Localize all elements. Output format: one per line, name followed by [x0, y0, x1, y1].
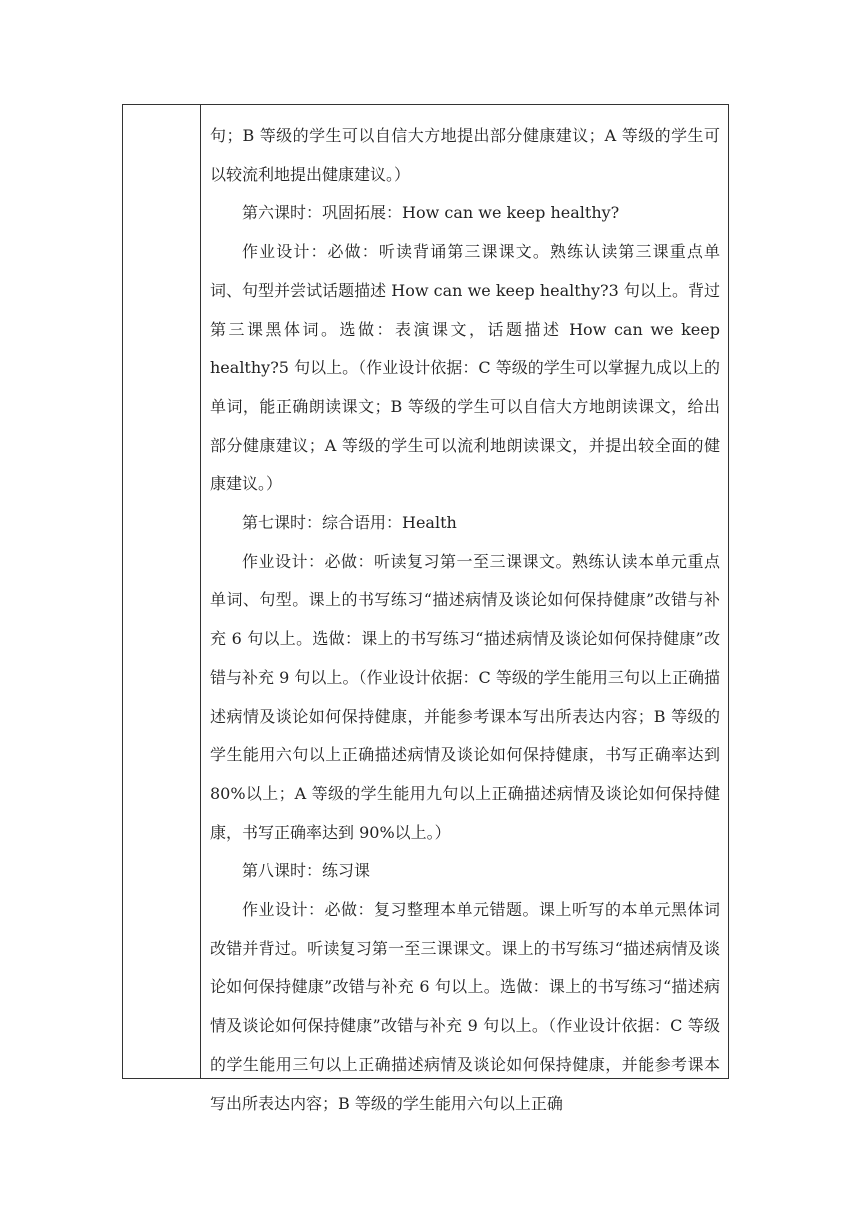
lesson-8-homework: 作业设计：必做：复习整理本单元错题。课上听写的本单元黑体词改错并背过。听读复习第一至三课课文。课上的书写练习“描述病情及谈论如何保持健康”改错与补充 6 句以上。选做：课上的书写练习“描述病情及谈论如何保持健康”改错与补充 9 句以上。（作业设计依据：C 等级的学生能用三句以上正确描述病情及谈论如何保持健康，并能参考课本写出所表达内容；B 等级的学生能用六句以上正确 [210, 900, 720, 1113]
paragraph-continuation: 句；B 等级的学生可以自信大方地提出部分健康建议；A 等级的学生可以较流利地提出健康建议。） [210, 126, 720, 184]
content-table [122, 104, 729, 1113]
lesson-7-heading: 第七课时：综合语用：Health [242, 513, 457, 533]
lesson-7-homework: 作业设计：必做：听读复习第一至三课课文。熟练认读本单元重点单词、句型。课上的书写练习“描述病情及谈论如何保持健康”改错与补充 6 句以上。选做：课上的书写练习“描述病情及谈论如何保持健康”改错与补充 9 句以上。（作业设计依据：C 等级的学生能用三句以上正确描述病情及谈论如何保持健康，并能参考课本写出所表达内容；B 等级的学生能用六句以上正确描述病情及谈论如何保持健康，书写正确率达到 80%以上；A 等级的学生能用九句以上正确描述病情及谈论如何保持健康，书写正确率达到 90%以上。） [210, 551, 720, 842]
table-left-cell [123, 105, 201, 1078]
lesson-8-heading: 第八课时：练习课 [242, 861, 371, 881]
cell-content [202, 105, 728, 1123]
table-right-cell [202, 105, 728, 1113]
lesson-6-homework: 作业设计：必做：听读背诵第三课课文。熟练认读第三课重点单词、句型并尝试话题描述 How can we keep healthy?3 句以上。背过第三课黑体词。选做：表演课文，话题描述 How can we keep healthy?5 句以上。（作业设计依据：C 等级的学生可以掌握九成以上的单词，能正确朗读课文；B 等级的学生可以自信大方地朗读课文，给出部分健康建议；A 等级的学生可以流利地朗读课文，并提出较全面的健康建议。） [210, 242, 720, 494]
lesson-6-heading: 第六课时：巩固拓展：How can we keep healthy? [242, 203, 620, 223]
